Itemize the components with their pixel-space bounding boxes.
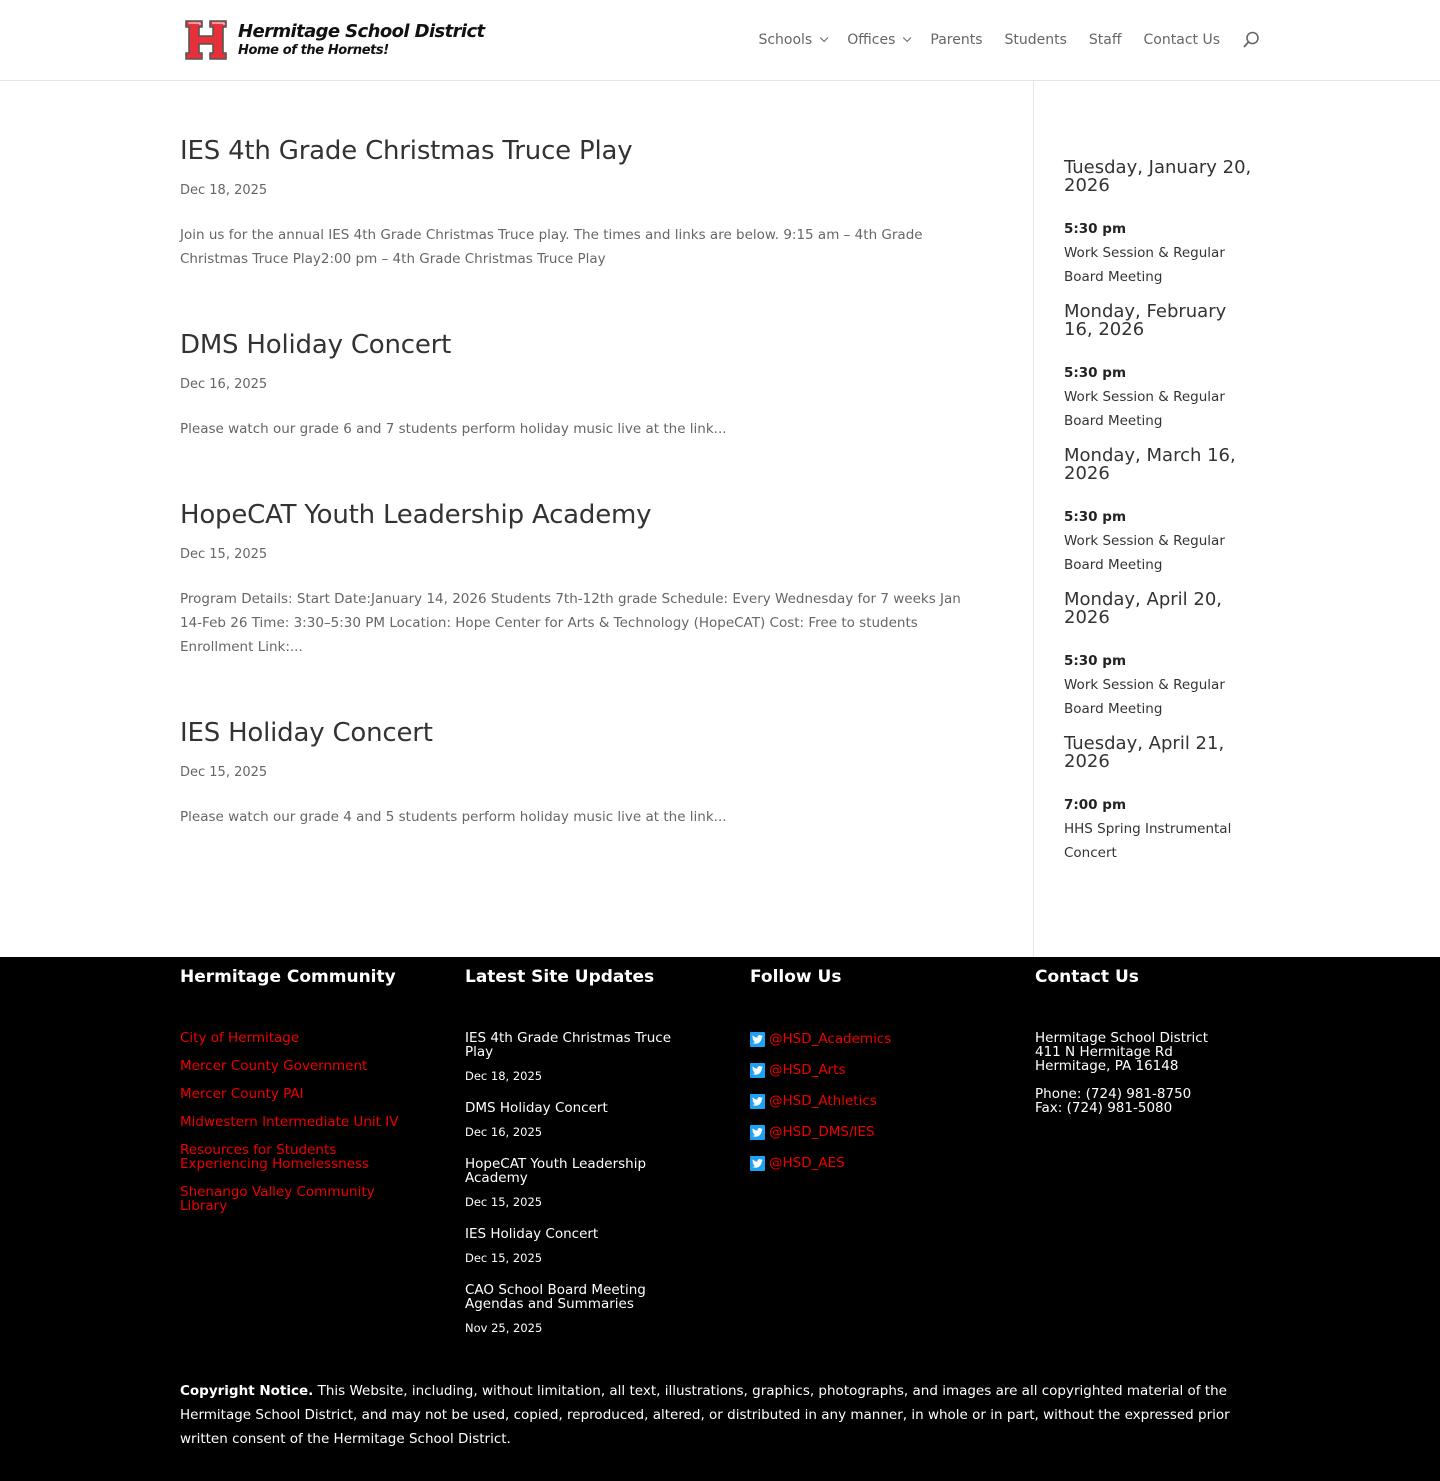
post-title-link[interactable]: IES Holiday Concert bbox=[180, 718, 433, 748]
nav-parents-label: Parents bbox=[930, 32, 983, 48]
copyright-notice bbox=[180, 1379, 1260, 1451]
post-item bbox=[180, 133, 973, 271]
post-title-link[interactable]: IES 4th Grade Christmas Truce Play bbox=[180, 136, 633, 166]
twitter-link[interactable] bbox=[750, 1031, 1035, 1047]
nav-staff-label: Staff bbox=[1088, 32, 1122, 48]
community-link[interactable]: Midwestern Intermediate Unit IV bbox=[180, 1114, 399, 1130]
event-date: Tuesday, January 20, 2026 bbox=[1064, 157, 1252, 196]
search-icon[interactable] bbox=[1242, 31, 1260, 49]
post-title-link[interactable]: HopeCAT Youth Leadership Academy bbox=[180, 500, 652, 530]
post-title-link[interactable]: DMS Holiday Concert bbox=[180, 330, 452, 360]
community-link[interactable]: Mercer County Government bbox=[180, 1058, 368, 1074]
upcoming-events-sidebar bbox=[1034, 81, 1260, 957]
contact-fax: Fax: (724) 981-5080 bbox=[1035, 1100, 1173, 1116]
update-title-link[interactable]: HopeCAT Youth Leadership Academy bbox=[465, 1156, 647, 1186]
event-time: 5:30 pm bbox=[1064, 365, 1127, 381]
twitter-handle: @HSD_Academics bbox=[769, 1031, 892, 1047]
contact-phone: Phone: (724) 981-8750 bbox=[1035, 1086, 1192, 1102]
event-item bbox=[1064, 735, 1260, 865]
event-item bbox=[1064, 591, 1260, 721]
post-date: Dec 18, 2025 bbox=[180, 183, 268, 198]
event-item bbox=[1064, 159, 1260, 289]
post-excerpt: Please watch our grade 6 and 7 students perform holiday music live at the link... bbox=[180, 421, 727, 437]
twitter-link[interactable] bbox=[750, 1093, 1035, 1109]
event-title-link[interactable]: Work Session & Regular Board Meeting bbox=[1064, 245, 1225, 285]
community-link[interactable]: Resources for Students Experiencing Homelessness bbox=[180, 1142, 370, 1172]
update-date: Nov 25, 2025 bbox=[465, 1321, 543, 1335]
event-date: Monday, April 20, 2026 bbox=[1064, 589, 1222, 628]
event-item bbox=[1064, 303, 1260, 433]
main-area bbox=[180, 81, 1260, 957]
site-logo[interactable] bbox=[184, 18, 485, 62]
community-link[interactable]: Mercer County PAI bbox=[180, 1086, 304, 1102]
event-date: Monday, February 16, 2026 bbox=[1064, 301, 1227, 340]
post-item bbox=[180, 497, 973, 659]
nav-offices[interactable] bbox=[847, 32, 908, 48]
footer-follow-title: Follow Us bbox=[750, 967, 842, 987]
event-date: Monday, March 16, 2026 bbox=[1064, 445, 1236, 484]
site-header bbox=[0, 0, 1440, 81]
twitter-icon bbox=[750, 1094, 765, 1109]
nav-contact-us[interactable] bbox=[1144, 32, 1220, 48]
update-item bbox=[465, 1227, 680, 1265]
event-title-link[interactable]: HHS Spring Instrumental Concert bbox=[1064, 821, 1232, 861]
post-excerpt: Program Details: Start Date:January 14, 2026 Students 7th-12th grade Schedule: Every Wednesday for 7 weeks Jan 14-Feb 26 Time: 3:30–5:30 PM Location: Hope Center for Arts & Technology (HopeCAT) Cost: Free to students Enrollment Link:... bbox=[180, 591, 961, 655]
post-excerpt: Join us for the annual IES 4th Grade Christmas Truce play. The times and links are below. 9:15 am – 4th Grade Christmas Truce Play2:00 pm – 4th Grade Christmas Truce Play bbox=[180, 227, 923, 267]
contact-city: Hermitage, PA 16148 bbox=[1035, 1058, 1179, 1074]
footer-updates bbox=[465, 967, 750, 1353]
nav-offices-label: Offices bbox=[847, 32, 896, 48]
update-title-link[interactable]: DMS Holiday Concert bbox=[465, 1100, 608, 1116]
post-date: Dec 15, 2025 bbox=[180, 547, 268, 562]
post-item bbox=[180, 715, 973, 829]
nav-contact-us-label: Contact Us bbox=[1143, 32, 1220, 48]
twitter-icon bbox=[750, 1125, 765, 1140]
twitter-link[interactable] bbox=[750, 1062, 1035, 1078]
chevron-down-icon bbox=[820, 34, 828, 42]
event-title-link[interactable]: Work Session & Regular Board Meeting bbox=[1064, 677, 1225, 717]
update-title-link[interactable]: IES Holiday Concert bbox=[465, 1226, 599, 1242]
footer-updates-title: Latest Site Updates bbox=[465, 967, 655, 987]
post-excerpt: Please watch our grade 4 and 5 students perform holiday music live at the link... bbox=[180, 809, 727, 825]
twitter-handle: @HSD_AES bbox=[769, 1155, 845, 1171]
twitter-handle: @HSD_Athletics bbox=[769, 1093, 877, 1109]
main-nav bbox=[736, 31, 1260, 49]
nav-schools-label: Schools bbox=[758, 32, 813, 48]
community-link[interactable]: City of Hermitage bbox=[180, 1030, 300, 1046]
event-title-link[interactable]: Work Session & Regular Board Meeting bbox=[1064, 533, 1225, 573]
twitter-link[interactable] bbox=[750, 1155, 1035, 1171]
post-date: Dec 16, 2025 bbox=[180, 377, 268, 392]
footer-contact bbox=[1035, 967, 1260, 1353]
contact-street: 411 N Hermitage Rd bbox=[1035, 1044, 1173, 1060]
footer-community-title: Hermitage Community bbox=[180, 967, 396, 987]
event-time: 5:30 pm bbox=[1064, 653, 1127, 669]
update-date: Dec 15, 2025 bbox=[465, 1195, 543, 1209]
twitter-handle: @HSD_DMS/IES bbox=[769, 1124, 875, 1140]
post-date: Dec 15, 2025 bbox=[180, 765, 268, 780]
event-title-link[interactable]: Work Session & Regular Board Meeting bbox=[1064, 389, 1225, 429]
contact-name: Hermitage School District bbox=[1035, 1030, 1209, 1046]
update-item bbox=[465, 1101, 680, 1139]
nav-parents[interactable] bbox=[930, 32, 982, 48]
event-time: 7:00 pm bbox=[1064, 797, 1127, 813]
event-item bbox=[1064, 447, 1260, 577]
community-link[interactable]: Shenango Valley Community Library bbox=[180, 1184, 375, 1214]
event-date: Tuesday, April 21, 2026 bbox=[1064, 733, 1225, 772]
nav-students-label: Students bbox=[1004, 32, 1067, 48]
post-item bbox=[180, 327, 973, 441]
event-time: 5:30 pm bbox=[1064, 221, 1127, 237]
logo-title: Hermitage School District bbox=[238, 20, 485, 42]
logo-subtitle: Home of the Hornets! bbox=[238, 42, 389, 58]
update-date: Dec 16, 2025 bbox=[465, 1125, 543, 1139]
posts-list bbox=[180, 81, 1034, 957]
site-footer bbox=[0, 957, 1440, 1481]
update-title-link[interactable]: IES 4th Grade Christmas Truce Play bbox=[465, 1030, 672, 1060]
update-item bbox=[465, 1157, 680, 1209]
update-date: Dec 18, 2025 bbox=[465, 1069, 543, 1083]
copyright-label: Copyright Notice. bbox=[180, 1383, 314, 1399]
update-item bbox=[465, 1283, 680, 1335]
event-time: 5:30 pm bbox=[1064, 509, 1127, 525]
footer-contact-title: Contact Us bbox=[1035, 967, 1139, 987]
nav-schools[interactable] bbox=[758, 32, 825, 48]
twitter-icon bbox=[750, 1032, 765, 1047]
twitter-icon bbox=[750, 1063, 765, 1078]
logo-h-icon bbox=[184, 18, 228, 62]
twitter-icon bbox=[750, 1156, 765, 1171]
twitter-link[interactable] bbox=[750, 1124, 1035, 1140]
nav-students[interactable] bbox=[1005, 32, 1067, 48]
update-date: Dec 15, 2025 bbox=[465, 1251, 543, 1265]
footer-community bbox=[180, 967, 465, 1353]
chevron-down-icon bbox=[903, 34, 911, 42]
update-title-link[interactable]: CAO School Board Meeting Agendas and Summaries bbox=[465, 1282, 646, 1312]
twitter-handle: @HSD_Arts bbox=[769, 1062, 846, 1078]
nav-staff[interactable] bbox=[1089, 32, 1122, 48]
copyright-text: This Website, including, without limitation, all text, illustrations, graphics, photographs, and images are all copyrighted material of the Hermitage School District, and may not be used, copied, reproduced, altered, or distributed in any manner, in whole or in part, without the expressed prior written consent of the Hermitage School District. bbox=[180, 1383, 1230, 1447]
footer-follow bbox=[750, 967, 1035, 1353]
update-item bbox=[465, 1031, 680, 1083]
